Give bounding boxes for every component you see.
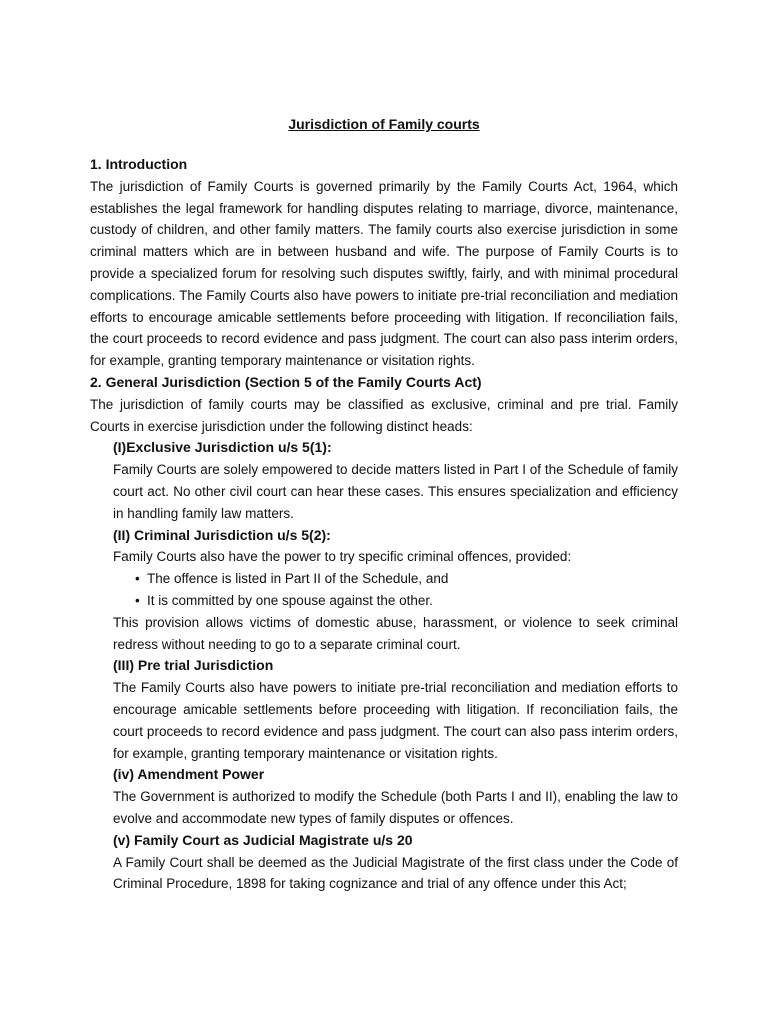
subsection-paragraph: Family Courts are solely empowered to decide matters listed in Part I of the Schedule of family court act. No other civil court can hear these cases. This ensures specialization and efficiency in handling family law matters. <box>113 462 678 521</box>
section-paragraph: The jurisdiction of Family Courts is governed primarily by the Family Courts Act, 1964, which establishes the legal framework for handling disputes relating to marriage, divorce, maintenance, custody of children, and other family matters. The family courts also exercise jurisdiction in some criminal matters which are in between husband and wife. The purpose of Family Courts is to provide a specialized forum for resolving such disputes swiftly, fairly, and with minimal procedural complications. The Family Courts also have powers to initiate pre-trial reconciliation and mediation efforts to encourage amicable settlements before proceeding with litigation. If reconciliation fails, the court proceeds to record evidence and pass judgment. The court can also pass interim orders, for example, granting temporary maintenance or visitation rights. <box>90 178 678 369</box>
subsection-exclusive <box>113 437 678 524</box>
subsection-heading: (v) Family Court as Judicial Magistrate u/s 20 <box>113 831 413 848</box>
document-title: Jurisdiction of Family courts <box>288 116 480 132</box>
subsection-paragraph: A Family Court shall be deemed as the Judicial Magistrate of the first class under the Code of Criminal Procedure, 1898 for taking cognizance and trial of any offence under this Act; <box>113 854 678 892</box>
subsection-paragraph: The Government is authorized to modify the Schedule (both Parts I and II), enabling the law to evolve and accommodate new types of family disputes or offences. <box>113 789 678 826</box>
subsection-amendment <box>113 764 678 829</box>
subsection-paragraph: This provision allows victims of domestic abuse, harassment, or violence to seek criminal redress without needing to go to a separate criminal court. <box>113 614 678 652</box>
subsection-paragraph: The Family Courts also have powers to initiate pre-trial reconciliation and mediation efforts to encourage amicable settlements before proceeding with litigation. If reconciliation fails, the court proceeds to record evidence and pass judgment. The court can also pass interim orders, for example, granting temporary maintenance or visitation rights. <box>113 680 678 761</box>
section-heading: 2. General Jurisdiction (Section 5 of the Family Courts Act) <box>90 373 482 390</box>
subsection-intro: Family Courts also have the power to try specific criminal offences, provided: <box>113 549 572 565</box>
subsection-criminal <box>113 525 678 656</box>
section-general-jurisdiction <box>90 372 678 437</box>
subsection-pretrial <box>113 655 678 764</box>
subsection-magistrate <box>113 830 678 895</box>
subsection-heading: (iv) Amendment Power <box>113 766 265 783</box>
list-item-text: It is committed by one spouse against the other. <box>147 592 433 608</box>
list-item-text: The offence is listed in Part II of the Schedule, and <box>147 571 449 587</box>
document-page <box>90 112 678 895</box>
section-heading: 1. Introduction <box>90 156 188 172</box>
subsection-heading: (I)Exclusive Jurisdiction u/s 5(1): <box>113 439 332 456</box>
section-paragraph: The jurisdiction of family courts may be classified as exclusive, criminal and pre trial. Family Courts in exercise jurisdiction under the following distinct heads: <box>90 396 678 434</box>
bullet-icon: • <box>135 571 140 587</box>
list-item <box>135 568 678 590</box>
bullet-list <box>113 568 678 612</box>
subsection-heading: (III) Pre trial Jurisdiction <box>113 657 274 674</box>
bullet-icon: • <box>135 592 140 608</box>
section-introduction <box>90 154 678 372</box>
list-item <box>135 590 678 612</box>
subsection-heading: (II) Criminal Jurisdiction u/s 5(2): <box>113 526 331 543</box>
